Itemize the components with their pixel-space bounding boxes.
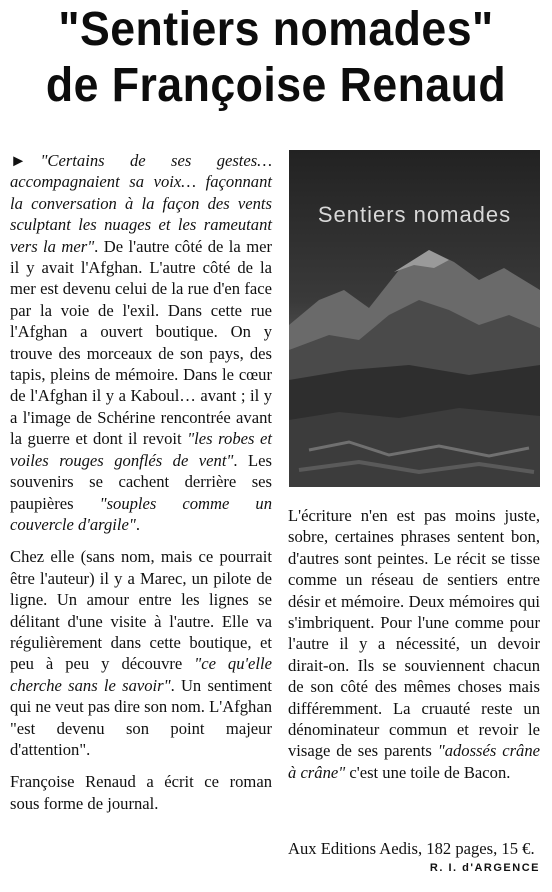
paragraph-2-text: Chez elle (sans nom, mais ce pourrait être l'auteur) il y a Marec, un pilote de ligne. Un amour entre les lignes se délitant d'une visite à l'autre. Elle va régulièrement dans cette boutique, et peu à peu y découvre [10, 547, 272, 674]
quote-adosses: "adossés crâne à crâne" [288, 741, 540, 782]
book-cover-image [289, 150, 540, 487]
paragraph-1-text: . De l'autre côté de la mer il y avait l'Afghan. L'autre côté de la mer est devenu celui de la rue d'en face par la voie de l'exil. Dans cette rue l'Afghan a ouvert boutique. On y trouve des morceaux de son pays, des tapis, pleins de mémoire. Dans le cœur de l'Afghan il y a Kaboul… avant ; il y a l'image de Schérine rencontrée avant la guerre et dont il revoit [10, 236, 273, 449]
headline [19, 2, 532, 114]
paragraph-1 [10, 150, 272, 535]
paragraph-4-end: c'est une toile de Bacon. [345, 762, 511, 782]
publisher-info: Aux Editions Aedis, 182 pages, 15 €. [288, 839, 535, 858]
quote-savoir: "ce qu'elle cherche sans le savoir" [10, 654, 272, 695]
arrow-icon: ► [10, 151, 27, 170]
paragraph-1-mid: . Les souvenirs se cachent derrière ses paupières [10, 450, 272, 513]
lead-quote: "Certains de ses gestes… accompagnaient sa voix… façonnant la conversation à la façon des vents sculptant les nuages et les rameutant vers la mer" [10, 151, 272, 256]
right-column [288, 505, 540, 783]
paragraph-1-end: . [135, 514, 141, 534]
headline-line-1: "Sentiers nomades" [58, 3, 494, 56]
paragraph-2 [10, 546, 272, 760]
paragraph-4 [288, 505, 540, 783]
quote-couvercle: "souples comme un couvercle d'argile" [10, 493, 272, 534]
cover-title: Sentiers nomades [317, 202, 512, 227]
paragraph-3: Françoise Renaud a écrit ce roman sous forme de journal. [10, 772, 272, 813]
mountain-landscape [289, 150, 540, 487]
paragraph-2-end: . Un sentiment qui ne veut pas dire son nom. L'Afghan "est devenu son point majeur d'attention". [10, 675, 272, 759]
quote-robes: "les robes et voiles rouges gonflés de vent" [10, 429, 272, 470]
left-column [10, 150, 272, 814]
author-signature: R. I. d'ARGENCE [429, 862, 540, 874]
headline-line-2: de Françoise Renaud [45, 59, 507, 112]
paragraph-4-text: L'écriture n'en est pas moins juste, sobre, certaines phrases sentent bon, d'autres sont peintes. Le récit se tisse comme un réseau de sentiers entre désir et mémoire. Deux mémoires qui s'imbriquent. Pour l'une comme pour l'autre il y a nécessité, un devoir dirait-on. Ils se souviennent chacun de son côté des mêmes choses mais différemment. La cruauté reste un dénominateur commun et revoir le visage de ses parents [288, 506, 540, 761]
